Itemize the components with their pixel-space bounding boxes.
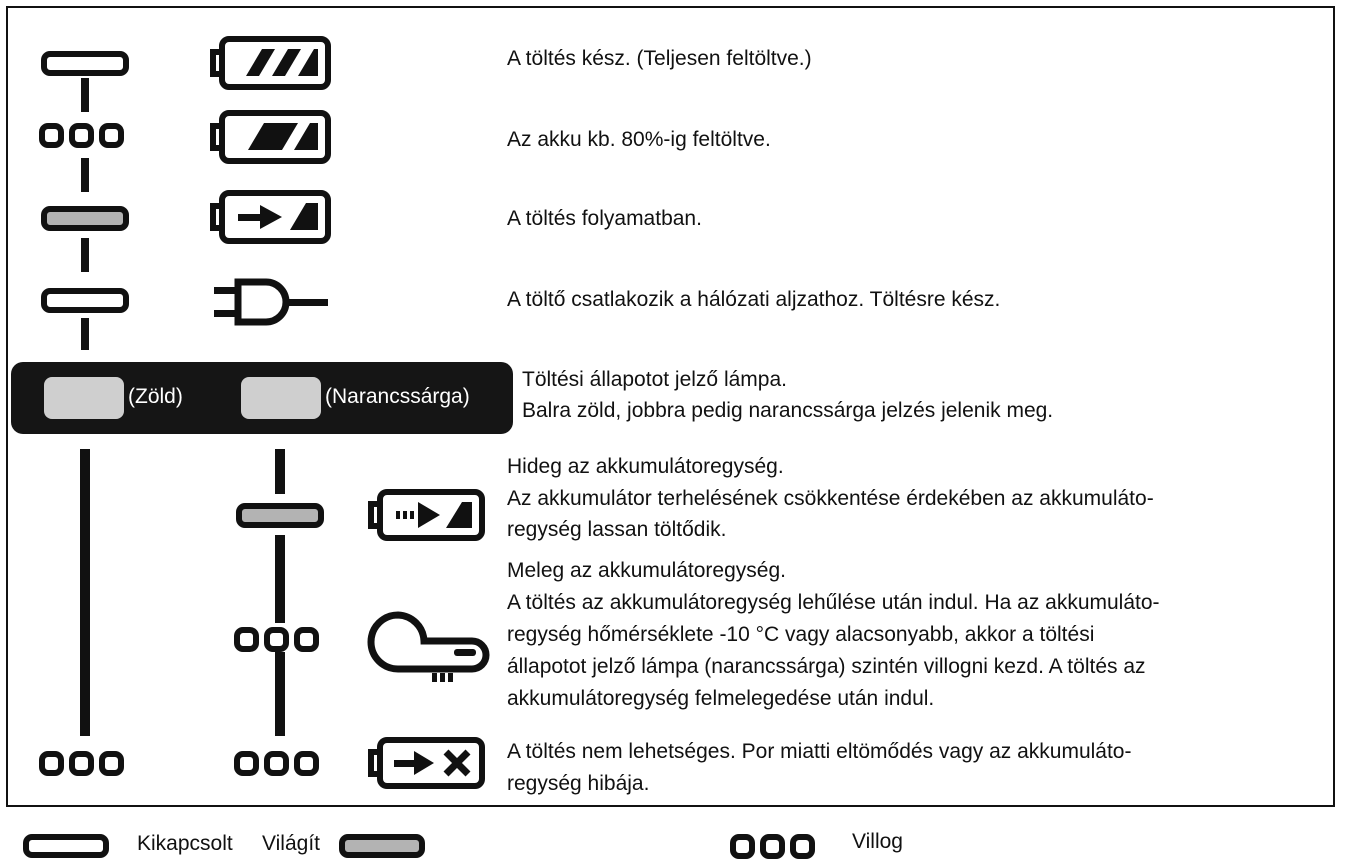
plug-icon <box>214 277 330 327</box>
battery-80-icon <box>210 110 332 164</box>
warm-line4: állapotot jelző lámpa (narancssárga) szintén villogni kezd. A töltés az <box>507 655 1146 678</box>
blink-dot <box>39 123 64 148</box>
legend-off-label: Kikapcsolt <box>137 832 233 855</box>
legend-blink-indicator <box>730 834 815 859</box>
lamp-off-indicator <box>41 288 129 313</box>
connector-line <box>81 158 89 192</box>
green-lamp-blink-indicator <box>39 751 124 776</box>
battery-charging-icon <box>210 190 332 244</box>
row-text-full: A töltés kész. (Teljesen feltöltve.) <box>507 47 812 70</box>
green-lamp-line <box>80 449 90 736</box>
error-line1: A töltés nem lehetséges. Por miatti eltömődés vagy az akkumuláto- <box>507 740 1132 763</box>
cold-line2: Az akkumulátor terhelésének csökkentése érdekében az akkumuláto- <box>507 487 1154 510</box>
row-text-charging: A töltés folyamatban. <box>507 207 702 230</box>
orange-lamp-line <box>275 535 285 623</box>
warm-line5: akkumulátoregység felmelegedése után indul. <box>507 687 935 710</box>
blink-dot <box>69 751 94 776</box>
connector-line <box>81 318 89 350</box>
blink-dot <box>234 751 259 776</box>
lamp-off-indicator <box>41 51 129 76</box>
legend-on-label: Világít <box>262 832 320 855</box>
warm-line2: A töltés az akkumulátoregység lehűlése után indul. Ha az akkumuláto- <box>507 591 1160 614</box>
battery-full-icon <box>210 36 332 90</box>
blink-dot <box>39 751 64 776</box>
orange-lamp-blink-indicator <box>234 627 319 652</box>
green-lamp-swatch <box>44 377 124 419</box>
battery-slow-charge-icon <box>368 489 486 541</box>
orange-lamp-on-indicator <box>236 503 324 528</box>
blink-dot <box>264 627 289 652</box>
orange-lamp-swatch <box>241 377 321 419</box>
lamp-legend-bar <box>11 362 513 434</box>
orange-lamp-label: (Narancssárga) <box>325 385 470 408</box>
thermometer-icon <box>368 612 490 682</box>
green-lamp-label: (Zöld) <box>128 385 183 408</box>
blink-dot <box>790 834 815 859</box>
blink-dot <box>264 751 289 776</box>
blink-dot <box>99 123 124 148</box>
blink-dot <box>234 627 259 652</box>
legend-off-indicator <box>23 834 109 858</box>
battery-error-icon <box>368 737 486 789</box>
lamp-desc-line1: Töltési állapotot jelző lámpa. <box>522 368 787 391</box>
lamp-desc-line2: Balra zöld, jobbra pedig narancssárga jelzés jelenik meg. <box>522 399 1054 422</box>
error-line2: regység hibája. <box>507 772 650 795</box>
blink-dot <box>69 123 94 148</box>
lamp-on-indicator <box>41 206 129 231</box>
connector-line <box>81 78 89 112</box>
orange-lamp-line <box>275 652 285 736</box>
orange-lamp-blink-indicator <box>234 751 319 776</box>
blink-dot <box>760 834 785 859</box>
legend-blink-label: Villog <box>852 830 903 853</box>
row-text-plug: A töltő csatlakozik a hálózati aljzathoz. Töltésre kész. <box>507 288 1001 311</box>
connector-line <box>81 238 89 272</box>
blink-dot <box>294 751 319 776</box>
warm-line3: regység hőmérséklete -10 °C vagy alacsonyabb, akkor a töltési <box>507 623 1095 646</box>
legend-on-indicator <box>339 834 425 858</box>
blink-dot <box>730 834 755 859</box>
orange-lamp-line <box>275 449 285 494</box>
cold-line3: regység lassan töltődik. <box>507 518 727 541</box>
blink-dot <box>99 751 124 776</box>
warm-line1: Meleg az akkumulátoregység. <box>507 559 786 582</box>
cold-line1: Hideg az akkumulátoregység. <box>507 455 784 478</box>
lamp-blink-indicator <box>39 123 124 148</box>
row-text-80: Az akku kb. 80%-ig feltöltve. <box>507 128 771 151</box>
blink-dot <box>294 627 319 652</box>
